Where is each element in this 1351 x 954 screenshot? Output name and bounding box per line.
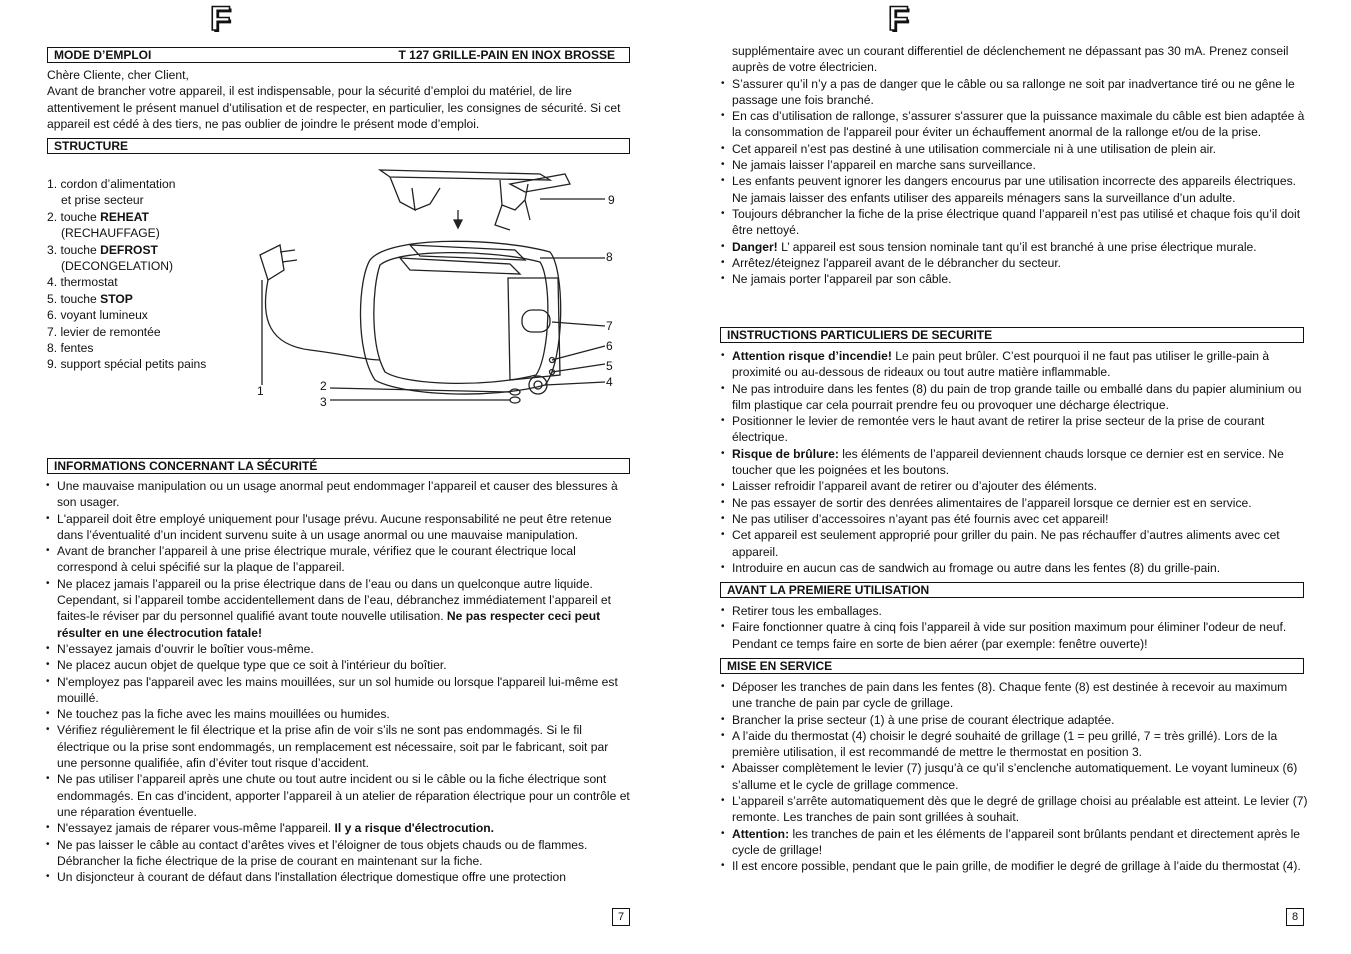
operation-block: [720, 679, 1310, 875]
list-item: [45, 722, 630, 771]
list-item: [45, 820, 630, 836]
list-item: [45, 576, 630, 641]
list-item: [720, 511, 1310, 527]
item-text: Avant de brancher l’appareil à une prise électrique murale, vérifiez que le courant électrique local correspond à celui spécifié sur la plaque de l’appareil.: [57, 544, 576, 575]
list-item: [720, 728, 1310, 761]
part-label: touche: [60, 291, 101, 306]
list-item: [45, 837, 630, 870]
list-item: [720, 793, 1310, 826]
part-number: 7.: [47, 324, 61, 339]
list-item: [45, 641, 630, 657]
list-item: [720, 381, 1310, 414]
greeting: Chère Cliente, cher Client,: [47, 68, 189, 82]
item-text: les tranches de pain et les éléments de l’appareil sont brûlants pendant et directement après le cycle de grillage!: [732, 826, 1301, 857]
item-text: S’assurer qu’il n’y a pas de danger que le câble ou sa rallonge ne soit par inadvertance tiré ou ne gêne le passage une fois branché.: [732, 76, 1295, 107]
item-text: Le pain peut brûler. C’est pourquoi il ne faut pas utiliser le grille-pain à proximité ou au-dessous de rideaux ou tout autre matière inflammable.: [732, 349, 1270, 380]
part-number: 8.: [47, 341, 61, 356]
toaster-illustration: [240, 160, 620, 420]
item-text: Ne jamais laisser l’appareil en marche sans surveillance.: [732, 158, 1036, 173]
list-item: [720, 413, 1310, 446]
part-item: [47, 176, 206, 192]
item-text: Retirer tous les emballages.: [732, 604, 882, 618]
part-item: [47, 324, 206, 340]
item-text: Ne pas introduire dans les fentes (8) du pain de trop grande taille ou emballé dans du papier aluminium ou film plastique car cela pourrait prendre feu ou provoquer une décharge électrique.: [732, 381, 1302, 412]
page-number: 7: [612, 908, 630, 926]
parts-list: [47, 176, 206, 373]
instructions-block: [720, 348, 1310, 576]
list-item: [720, 679, 1310, 712]
part-item: [47, 356, 206, 372]
item-text: Un disjoncteur à courant de défaut dans l'installation électrique domestique offre une protection: [57, 870, 567, 885]
item-text: Ne placez jamais l’appareil ou la prise électrique dans de l’eau ou dans un quelconque autre liquide. Cependant, si l’appareil tombe accidentellement dans de l’eau, débranchez immédiatement l’appareil et faites-le réviser par du personnel qualifié avant toute nouvelle utilisation.: [57, 576, 611, 624]
section-first-use-header: [720, 582, 1304, 598]
list-item: [720, 527, 1310, 560]
part-item: [47, 340, 206, 356]
item-text: A l’aide du thermostat (4) choisir le degré souhaité de grillage (1 = peu grillé, 7 = très grillé). Lors de la première utilisation, il est recommandé de mettre le thermostat en position 3.: [732, 728, 1278, 760]
intro-block: [47, 67, 627, 132]
part-item: [47, 242, 206, 258]
callout-number: 9: [608, 193, 615, 207]
list-item: [45, 706, 630, 722]
item-text: Toujours débrancher la fiche de la prise électrique quand l’appareil n’est pas utilisé et chaque fois qu’il doit être nettoyé.: [732, 206, 1301, 238]
part-sublabel: et prise secteur: [61, 193, 144, 208]
section-title: AVANT LA PREMIERE UTILISATION: [727, 583, 930, 597]
item-text: Une mauvaise manipulation ou un usage anormal peut endommager l’appareil et causer des blessures à son usager.: [57, 479, 618, 510]
list-item: [720, 271, 1310, 287]
item-text: Positionner le levier de remontée vers le haut avant de retirer la prise secteur de la prise de courant électrique.: [732, 414, 1265, 445]
part-key: DEFROST: [100, 242, 158, 257]
left-page: [0, 0, 675, 954]
list-item: [45, 543, 630, 576]
part-number: 3.: [47, 242, 61, 257]
safety-list: [45, 478, 630, 885]
item-text: Ne pas utiliser l’appareil après une chute ou tout autre incident ou si le câble ou la fiche électrique sont endommagés. En cas d’incident, apporter l’appareil à un atelier de réparation électrique pour un contrôle et une réparation éventuelle.: [57, 772, 630, 819]
item-text: Brancher la prise secteur (1) à une prise de courant électrique adaptée.: [732, 712, 1115, 727]
part-number: 6.: [47, 308, 61, 323]
instructions-list: [720, 348, 1310, 576]
part-label: touche: [60, 209, 101, 224]
list-item: [720, 157, 1310, 173]
list-item: [720, 206, 1310, 239]
part-number: 5.: [47, 291, 61, 306]
list-item: [720, 712, 1310, 728]
item-emphasis: Danger!: [732, 239, 778, 254]
list-item: [720, 255, 1310, 271]
first-use-list: [720, 603, 1310, 652]
list-item: [45, 511, 630, 544]
item-emphasis: Ne pas respecter ceci peut résulter en une électrocution fatale!: [57, 609, 601, 640]
item-text: Laisser refroidir l’appareil avant de retirer ou d’ajouter des éléments.: [732, 479, 1098, 494]
manual-header: [47, 47, 630, 63]
callout-number: 5: [606, 359, 613, 373]
item-text: les éléments de l’appareil deviennent chauds lorsque ce dernier est en service. Ne toucher que les poignées et les boutons.: [732, 446, 1284, 478]
item-text: N’essayez jamais d’ouvrir le boîtier vous-même.: [57, 641, 314, 656]
callout-number: 2: [320, 379, 327, 393]
item-text: L'appareil doit être employé uniquement pour l'usage prévu. Aucune responsabilité ne peut être retenue dans l’éventualité d’un incident survenu suite à un usage anormal ou une mauvaise manipulation.: [57, 511, 612, 542]
part-sublabel: (RECHAUFFAGE): [61, 226, 160, 241]
item-emphasis: Risque de brûlure:: [732, 446, 839, 461]
list-item: [720, 348, 1310, 381]
header-title: MODE D’EMPLOI: [54, 48, 152, 62]
list-item: [45, 478, 630, 511]
list-item: [45, 657, 630, 673]
section-structure-header: [47, 138, 630, 154]
item-text: Ne pas essayer de sortir des denrées alimentaires de l’appareil lorsque ce dernier est en service.: [732, 495, 1252, 510]
item-text: Vérifiez régulièrement le fil électrique et la prise afin de voir s’ils ne sont pas endommagés. Si le fil électrique ou la prise sont endommagés, un remplacement est nécessaire, soit par le fabricant, soit par une personne qualifiée, afin d’éviter tout risque d’accident.: [57, 723, 609, 771]
list-item: [720, 173, 1310, 206]
list-item: [720, 141, 1310, 157]
part-item: [47, 274, 206, 290]
item-text: Cet appareil est seulement approprié pour griller du pain. Ne pas réchauffer d’autres aliments avec cet appareil.: [732, 528, 1280, 559]
item-emphasis: Il y a risque d'électrocution.: [334, 821, 494, 836]
list-item: [720, 560, 1310, 576]
part-number: 2.: [47, 209, 61, 224]
list-item: [720, 858, 1310, 874]
item-text: Ne pas utiliser d’accessoires n’ayant pas été fournis avec cet appareil!: [732, 511, 1109, 526]
callout-number: 3: [320, 395, 327, 409]
list-item: [720, 619, 1310, 652]
list-item: [720, 495, 1310, 511]
section-safety-header: [47, 458, 630, 474]
part-item: [47, 209, 206, 225]
section-title: MISE EN SERVICE: [727, 659, 833, 673]
first-use-block: [720, 603, 1310, 652]
part-label: levier de remontée: [60, 324, 161, 339]
part-item: [47, 291, 206, 307]
general-safety-list: [720, 76, 1310, 288]
part-number: 9.: [47, 357, 61, 372]
part-label: cordon d’alimentation: [60, 177, 176, 191]
part-key: STOP: [100, 291, 133, 306]
list-item: [720, 76, 1310, 109]
callout-number: 1: [257, 384, 264, 398]
item-text: En cas d’utilisation de rallonge, s’assurer s'assurer que la puissance maximale du câble est bien adaptée à la consommation de l'appareil pour éviter un échauffement anormal de la rallonge et/ou de la prise.: [732, 109, 1305, 140]
part-label: touche: [60, 242, 101, 257]
language-letter: F: [888, 0, 909, 38]
part-label: thermostat: [60, 275, 118, 290]
item-text: Déposer les tranches de pain dans les fentes (8). Chaque fente (8) est destinée à recevoir au maximum une tranche de pain par cycle de grillage.: [732, 680, 1288, 711]
part-label: support spécial petits pains: [60, 357, 207, 372]
item-text: Cet appareil n’est pas destiné à une utilisation commerciale ni à une utilisation de plein air.: [732, 141, 1217, 156]
list-item: [720, 760, 1310, 793]
safety-list-block: [45, 478, 630, 885]
item-text: N'essayez jamais de réparer vous-même l'appareil.: [57, 821, 335, 836]
continued-text-block: [720, 43, 1310, 287]
item-text: Introduire en aucun cas de sandwich au fromage ou autre dans les fentes (8) du grille-pain.: [732, 560, 1221, 575]
list-item: [45, 869, 630, 885]
section-title: STRUCTURE: [54, 139, 128, 153]
item-text: Ne placez aucun objet de quelque type que ce soit à l'intérieur du boîtier.: [57, 658, 447, 673]
item-emphasis: Attention:: [732, 826, 790, 841]
part-label: fentes: [60, 341, 94, 356]
callout-number: 8: [606, 250, 613, 264]
continued-text: supplémentaire avec un courant differentiel de déclenchement ne dépassant pas 30 mA. Prenez conseil auprès de votre électricien.: [732, 44, 1289, 75]
callout-number: 6: [606, 339, 613, 353]
item-text: L’appareil s’arrête automatiquement dès que le degré de grillage choisi au préalable est atteint. Le levier (7) remonte. Les tranches de pain sont grillées à souhait.: [732, 794, 1308, 825]
list-item: [720, 603, 1310, 619]
item-text: L’ appareil est sous tension nominale tant qu’il est branché à une prise électrique murale.: [777, 239, 1257, 254]
operation-list: [720, 679, 1310, 875]
right-page: [675, 0, 1351, 954]
item-text: Ne pas laisser le câble au contact d’arêtes vives et l’éloigner de tous objets chauds ou de flammes. Débrancher la fiche électrique de la prise de courant en maintenant sur la fiche.: [57, 837, 588, 868]
list-item: [720, 826, 1310, 859]
list-item: [720, 108, 1310, 141]
intro-text: Avant de brancher votre appareil, il est indispensable, pour la sécurité d’emploi du matériel, de lire attentivement le présent manuel d’utilisation et de respecter, en particulier, les consignes de sécurité. Si cet appareil est cédé à des tiers, ne pas oublier de joindre le présent mode d’emploi.: [47, 84, 621, 131]
list-item: [720, 478, 1310, 494]
part-number: 1.: [47, 177, 61, 191]
item-text: Ne jamais porter l'appareil par son câble.: [732, 272, 952, 287]
section-title: INFORMATIONS CONCERNANT LA SÉCURITÉ: [54, 459, 318, 473]
part-label: voyant lumineux: [60, 308, 148, 323]
list-item: [45, 674, 630, 707]
part-number: 4.: [47, 275, 61, 290]
header-model: T 127 GRILLE-PAIN EN INOX BROSSE: [398, 48, 615, 62]
language-letter: F: [210, 0, 231, 38]
item-text: Abaisser complètement le levier (7) jusqu’à ce qu’il s’enclenche automatiquement. Le voyant lumineux (6) s’allume et le cycle de grillage commence.: [732, 761, 1298, 792]
callout-number: 4: [606, 375, 613, 389]
section-title: INSTRUCTIONS PARTICULIERS DE SECURITE: [727, 328, 993, 342]
part-key: REHEAT: [100, 209, 149, 224]
item-text: Faire fonctionner quatre à cinq fois l’appareil à vide sur position maximum pour éliminer l'odeur de neuf. Pendant ce temps faire en sorte de bien aérer (par exemple: fenêtre ouverte)!: [732, 620, 1287, 651]
item-text: Ne touchez pas la fiche avec les mains mouillées ou humides.: [57, 707, 390, 722]
section-operation-header: [720, 658, 1304, 674]
section-instructions-header: [720, 327, 1304, 343]
item-emphasis: Attention risque d’incendie!: [732, 349, 892, 363]
callout-number: 7: [606, 319, 613, 333]
page-number: 8: [1286, 908, 1304, 926]
list-item: [720, 239, 1310, 255]
item-text: Arrêtez/éteignez l'appareil avant de le débrancher du secteur.: [732, 255, 1062, 270]
part-sublabel: (DECONGELATION): [61, 259, 173, 274]
item-text: Les enfants peuvent ignorer les dangers encourus par une utilisation incorrecte des appareils électriques. Ne jamais laisser des enfants utiliser des appareils ménagers sans la surveillance d’un adulte.: [732, 174, 1297, 205]
list-item: [720, 446, 1310, 479]
part-item: [47, 307, 206, 323]
list-item: [45, 771, 630, 820]
item-text: Il est encore possible, pendant que le pain grille, de modifier le degré de grillage à l’aide du thermostat (4).: [732, 859, 1301, 874]
item-text: N'employez pas l'appareil avec les mains mouillées, sur un sol humide ou lorsque l'appareil lui-même est mouillé.: [57, 674, 618, 705]
